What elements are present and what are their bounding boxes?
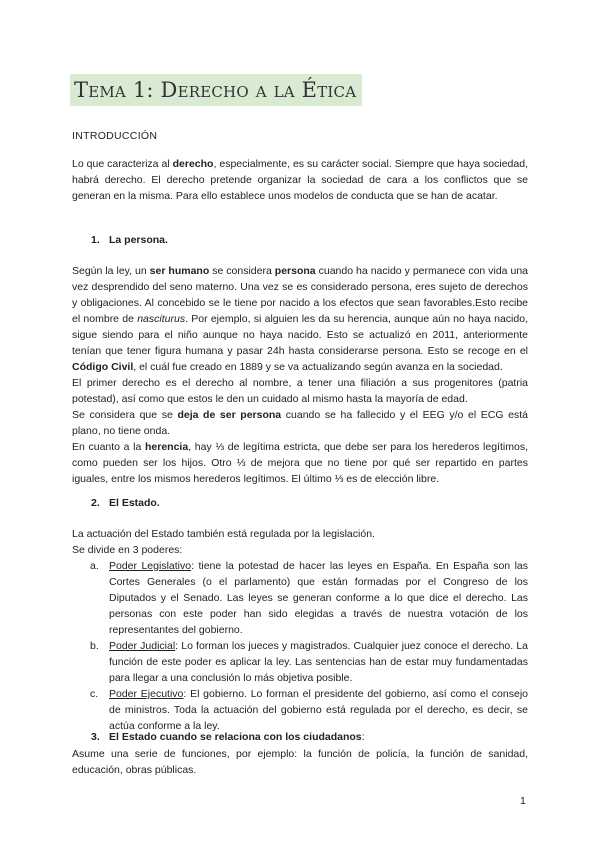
section-1-number: 1.: [91, 234, 100, 246]
intro-paragraph: Lo que caracteriza al derecho, especialmente, es su carácter social. Siempre que haya sociedad, habrá derecho. El derecho pretende organizar la sociedad de cara a los conflictos que se generan en la misma. Para ello establece unos modelos de conducta que se han de acatar.: [72, 158, 528, 202]
intro-heading: INTRODUCCIÓN: [72, 130, 158, 142]
list-marker: c.: [90, 688, 99, 700]
section-1-body: [72, 263, 528, 487]
section-1-paragraph-1: Según la ley, un ser humano se considera persona cuando ha nacido y permanece con vida una vez desprendido del seno materno. Una vez se es considerado persona, eres sujeto de derechos y obligaciones. Al concebido se le tiene por nacido a los efectos que sean favorables.Esto recibe el nombre de nasciturus. Por ejemplo, si alguien les da su herencia, aunque aún no haya nacido, sigue siendo para el niño aunque no haya nacido. Esto se actualizó en 2011, anteriormente tenían que tener figura humana y pasar 24h hasta considerarse persona. Esto se recoge en el Código Civil, el cuál fue creado en 1889 y se va actualizando según avanza en la sociedad.: [72, 265, 528, 373]
section-1-paragraph-3: Se considera que se deja de ser persona cuando se ha fallecido y el EEG y/o el ECG está plano, no tiene onda.: [72, 409, 528, 437]
list-text: Lo forman los jueces y magistrados. Cualquier juez conoce el derecho. La función de este poder es aplicar la ley. Las sentencias han de estar muy fundamentadas para llegar a una conclusión lo más objetiva posible.: [109, 640, 528, 684]
section-2-paragraph-1: La actuación del Estado también está regulada por la legislación.: [72, 528, 375, 540]
list-item: c. Poder Ejecutivo: El gobierno. Lo forman el presidente del gobierno, así como el consejo de ministros. Toda la actuación del gobierno está regulada por el derecho, es decir, se actúa conforme a la ley.: [90, 688, 528, 732]
list-marker: b.: [90, 640, 99, 652]
page-number: 1: [520, 795, 526, 807]
section-3-paragraph: Asume una serie de funciones, por ejemplo: la función de policía, la función de sanidad, educación, obras públicas.: [72, 748, 528, 776]
section-2-paragraph-2: Se divide en 3 poderes:: [72, 544, 183, 556]
section-3-title: El Estado cuando se relaciona con los ciudadanos: [109, 731, 362, 743]
section-3-number: 3.: [91, 731, 100, 743]
section-1-title: La persona.: [109, 234, 168, 246]
list-text: El gobierno. Lo forman el presidente del gobierno, así como el consejo de ministros. Toda la actuación del gobierno está regulada por el derecho, es decir, se actúa conforme a la ley.: [109, 688, 528, 732]
section-2-title: El Estado.: [109, 497, 160, 509]
list-item: a. Poder Legislativo: tiene la potestad de hacer las leyes en España. En España son las Cortes Generales (o el parlamento) que están formadas por el Congreso de los Diputados y el Senado. Las leyes se generan conforme a lo que dice el derecho. Las personas con este poder han sido elegidas a través de nuestra votación de los representantes del gobierno.: [90, 560, 528, 636]
intro-section: [72, 156, 528, 204]
list-text: tiene la potestad de hacer las leyes en España. En España son las Cortes Generales (o el parlamento) que están formadas por el Congreso de los Diputados y el Senado. Las leyes se generan conforme a lo que dice el derecho. Las personas con este poder han sido elegidas a través de nuestra votación de los representantes del gobierno.: [109, 560, 528, 636]
title-highlight: [70, 74, 362, 106]
list-marker: a.: [90, 560, 99, 572]
list-term: Poder Legislativo: [109, 560, 192, 572]
page-title: Tema 1: Derecho a la Ética: [74, 78, 357, 102]
section-1-paragraph-2: El primer derecho es el derecho al nombre, a tener una filiación a sus progenitores (patria potestad), así como que estos le den un cuidado al mismo hasta la mayoría de edad.: [72, 377, 528, 405]
list-item: b. Poder Judicial: Lo forman los jueces y magistrados. Cualquier juez conoce el derecho. La función de este poder es aplicar la ley. Las sentencias han de estar muy fundamentadas para llegar a una conclusión lo más objetiva posible.: [90, 640, 528, 684]
section-3-body: [72, 746, 528, 778]
list-term: Poder Judicial: [109, 640, 176, 652]
list-term: Poder Ejecutivo: [109, 688, 184, 700]
powers-list: [72, 558, 528, 734]
section-1-paragraph-4: En cuanto a la herencia, hay ⅓ de legítima estricta, que debe ser para los herederos legítimos, como pueden ser los hijos. Otro ⅓ de mejora que no tiene por qué ser repartido en partes iguales, entre los mismos herederos legítimos. El último ⅓ es de elección libre.: [72, 441, 528, 485]
section-2-number: 2.: [91, 497, 100, 509]
section-2-heading: [91, 497, 160, 509]
section-3-heading: 3. El Estado cuando se relaciona con los ciudadanos:: [91, 731, 365, 743]
section-1-heading: [91, 234, 168, 246]
section-2-body: [72, 526, 528, 734]
